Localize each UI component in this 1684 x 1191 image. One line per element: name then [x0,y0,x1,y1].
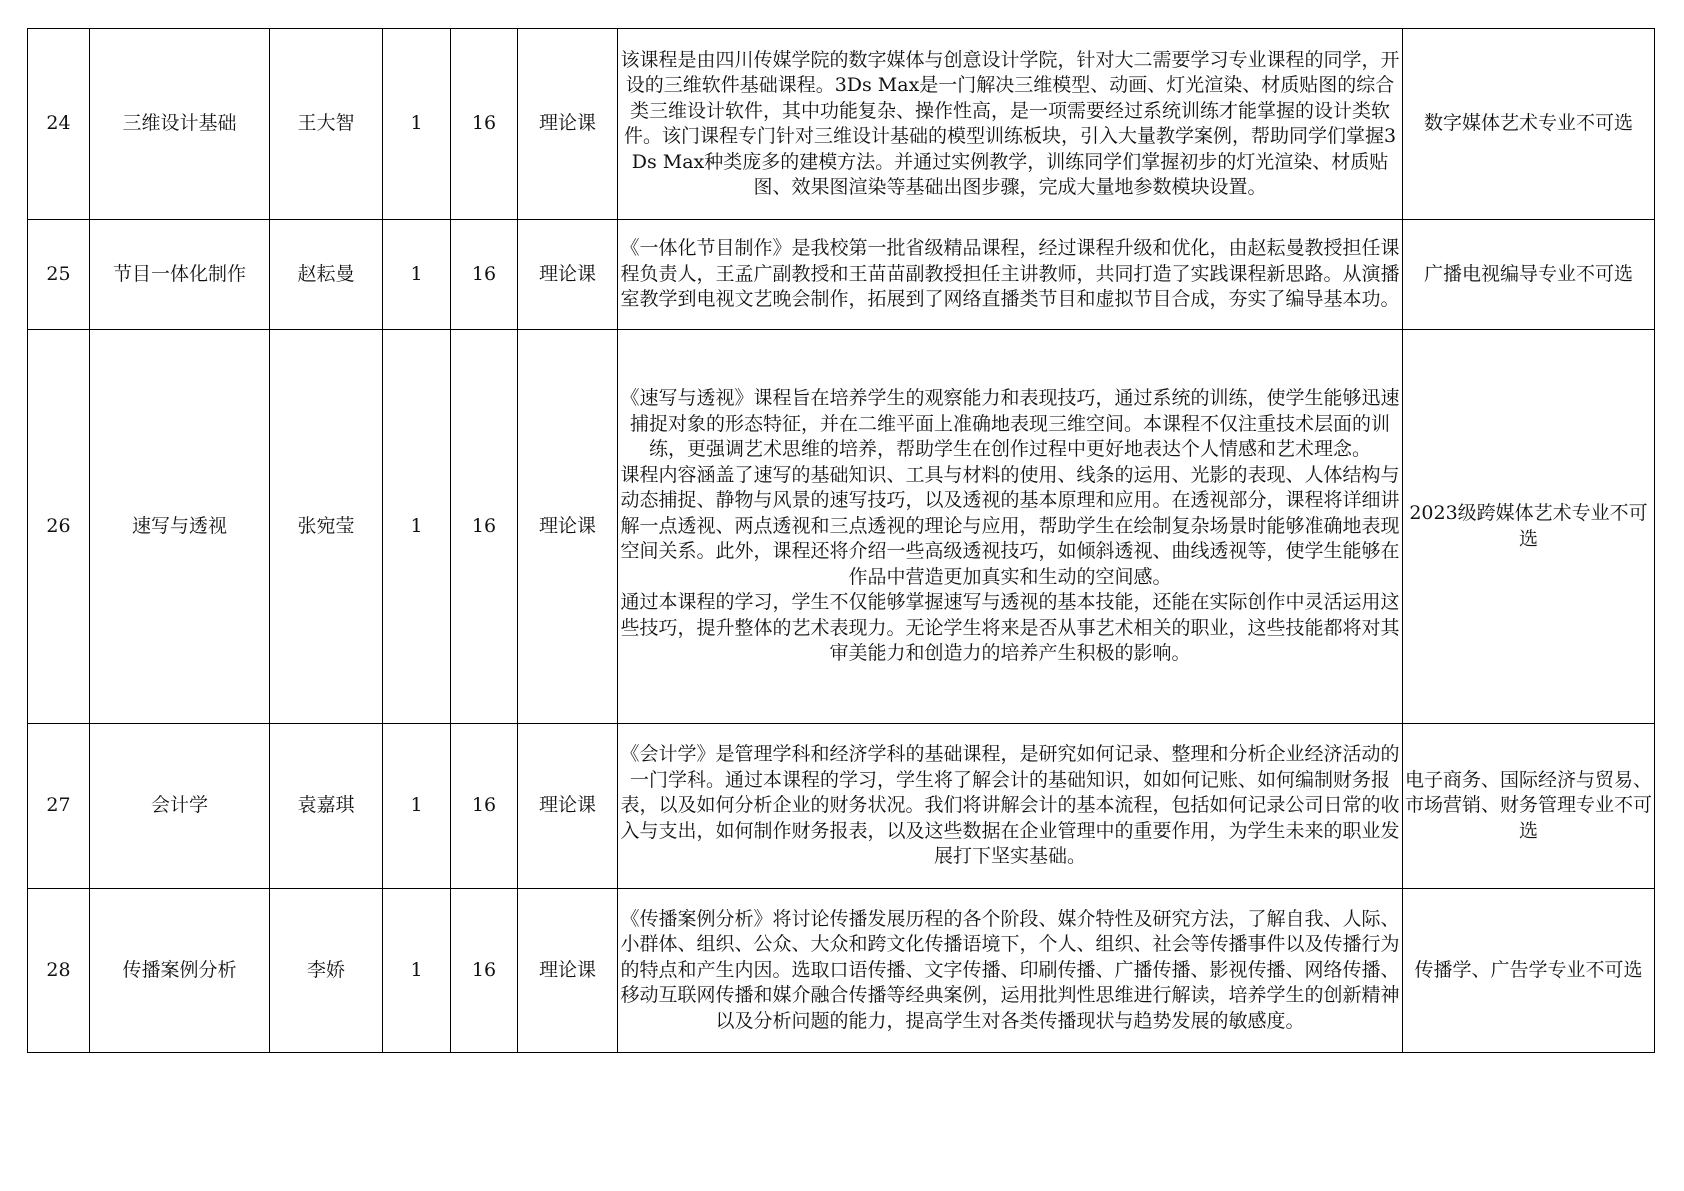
course-number: 26 [28,330,90,724]
table-row [28,724,1655,889]
course-credits: 1 [383,889,451,1053]
table-row [28,330,1655,724]
table-row [28,889,1655,1053]
description-paragraph: 《会计学》是管理学科和经济学科的基础课程，是研究如何记录、整理和分析企业经济活动的一门学科。通过本课程的学习，学生将了解会计的基础知识，如如何记账、如何编制财务报表，以及如何分析企业的财务状况。我们将讲解会计的基本流程，包括如何记录公司日常的收入与支出，如何制作财务报表，以及这些数据在企业管理中的重要作用，为学生未来的职业发展打下坚实基础。 [620,743,1400,868]
course-restriction: 电子商务、国际经济与贸易、市场营销、财务管理专业不可选 [1403,724,1655,889]
description-paragraph: 《一体化节目制作》是我校第一批省级精品课程，经过课程升级和优化，由赵耘曼教授担任课程负责人，王孟广副教授和王苗苗副教授担任主讲教师，共同打造了实践课程新思路。从演播室教学到电视文艺晚会制作，拓展到了网络直播类节目和虚拟节目合成，夯实了编导基本功。 [620,237,1400,311]
table-row [28,29,1655,220]
course-credits: 1 [383,220,451,330]
course-number: 24 [28,29,90,220]
course-type: 理论课 [518,29,618,220]
description-paragraph: 《传播案例分析》将讨论传播发展历程的各个阶段、媒介特性及研究方法，了解自我、人际、小群体、组织、公众、大众和跨文化传播语境下，个人、组织、社会等传播事件以及传播行为的特点和产生内因。选取口语传播、文字传播、印刷传播、广播传播、影视传播、网络传播、移动互联网传播和媒介融合传播等经典案例，运用批判性思维进行解读，培养学生的创新精神以及分析问题的能力，提高学生对各类传播现状与趋势发展的敏感度。 [620,907,1400,1032]
description-paragraph: 该课程是由四川传媒学院的数字媒体与创意设计学院，针对大二需要学习专业课程的同学，开设的三维软件基础课程。3Ds Max是一门解决三维模型、动画、灯光渲染、材质贴图的综合类三维设计软件，其中功能复杂、操作性高，是一项需要经过系统训练才能掌握的设计类软件。该门课程专门针对三维设计基础的模型训练板块，引入大量教学案例，帮助同学们掌握3Ds Max种类庞多的建模方法。并通过实例教学，训练同学们掌握初步的灯光渲染、材质贴图、效果图渲染等基础出图步骤，完成大量地参数模块设置。 [620,48,1400,198]
course-description [618,724,1403,889]
course-teacher: 李娇 [270,889,383,1053]
course-description [618,330,1403,724]
course-type: 理论课 [518,330,618,724]
course-type: 理论课 [518,220,618,330]
course-type: 理论课 [518,724,618,889]
course-hours: 16 [451,330,518,724]
description-paragraph: 课程内容涵盖了速写的基础知识、工具与材料的使用、线条的运用、光影的表现、人体结构与动态捕捉、静物与风景的速写技巧，以及透视的基本原理和应用。在透视部分，课程将详细讲解一点透视、两点透视和三点透视的理论与应用，帮助学生在绘制复杂场景时能够准确地表现空间关系。此外，课程还将介绍一些高级透视技巧，如倾斜透视、曲线透视等，使学生能够在作品中营造更加真实和生动的空间感。 [620,463,1400,588]
course-name: 三维设计基础 [90,29,270,220]
course-number: 28 [28,889,90,1053]
course-description [618,220,1403,330]
course-name: 会计学 [90,724,270,889]
course-number: 27 [28,724,90,889]
course-restriction: 传播学、广告学专业不可选 [1403,889,1655,1053]
course-credits: 1 [383,724,451,889]
course-restriction: 广播电视编导专业不可选 [1403,220,1655,330]
course-name: 传播案例分析 [90,889,270,1053]
course-hours: 16 [451,724,518,889]
course-number: 25 [28,220,90,330]
course-credits: 1 [383,330,451,724]
course-hours: 16 [451,220,518,330]
course-teacher: 赵耘曼 [270,220,383,330]
course-hours: 16 [451,889,518,1053]
course-credits: 1 [383,29,451,220]
course-description [618,889,1403,1053]
table-row [28,220,1655,330]
course-restriction: 数字媒体艺术专业不可选 [1403,29,1655,220]
course-description [618,29,1403,220]
course-teacher: 袁嘉琪 [270,724,383,889]
course-restriction: 2023级跨媒体艺术专业不可选 [1403,330,1655,724]
course-name: 节目一体化制作 [90,220,270,330]
course-hours: 16 [451,29,518,220]
course-name: 速写与透视 [90,330,270,724]
course-type: 理论课 [518,889,618,1053]
description-paragraph: 通过本课程的学习，学生不仅能够掌握速写与透视的基本技能，还能在实际创作中灵活运用这些技巧，提升整体的艺术表现力。无论学生将来是否从事艺术相关的职业，这些技能都将对其审美能力和创造力的培养产生积极的影响。 [620,591,1400,665]
course-table [27,28,1655,1053]
description-paragraph: 《速写与透视》课程旨在培养学生的观察能力和表现技巧，通过系统的训练，使学生能够迅速捕捉对象的形态特征，并在二维平面上准确地表现三维空间。本课程不仅注重技术层面的训练，更强调艺术思维的培养，帮助学生在创作过程中更好地表达个人情感和艺术理念。 [620,387,1400,461]
course-teacher: 王大智 [270,29,383,220]
course-teacher: 张宛莹 [270,330,383,724]
